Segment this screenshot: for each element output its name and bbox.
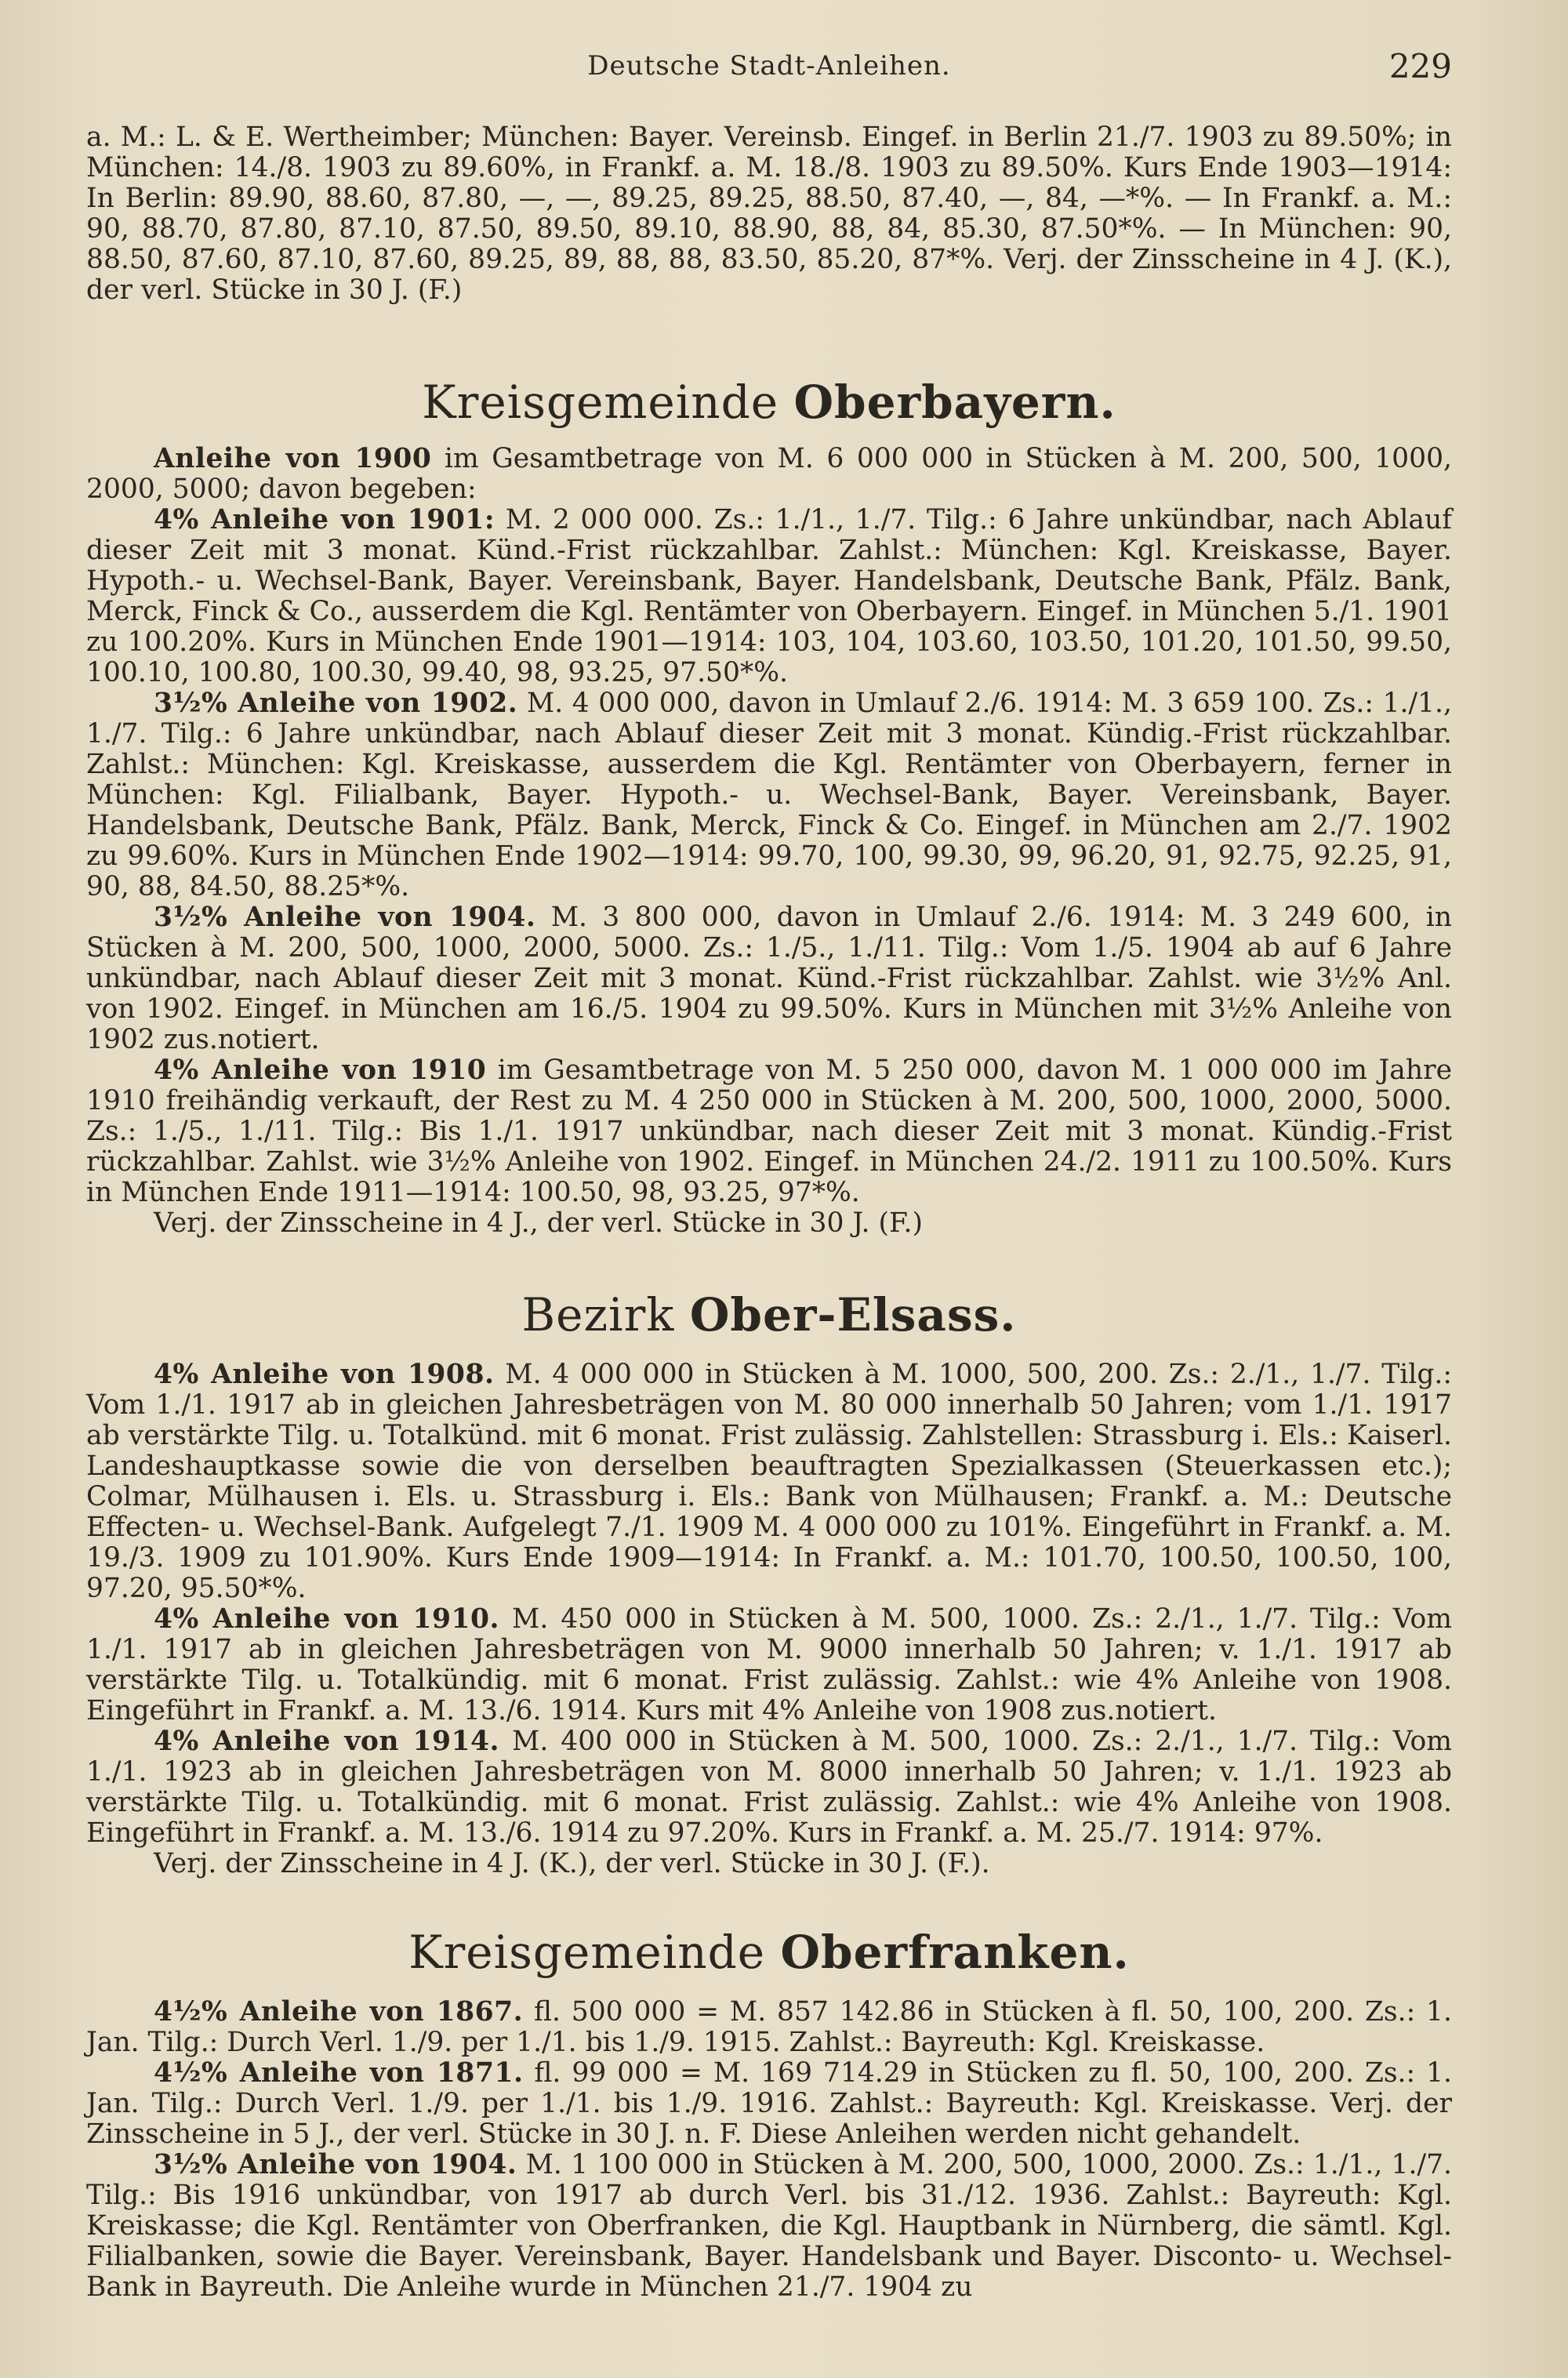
bond-details: M. 450 000 in Stücken à M. 500, 1000. Zs.: 2./1., 1./7. Tilg.: Vom 1./1. 1917 ab in gleichen Jahresbeträgen von M. 9000 innerhalb 50 Jahren; v. 1./1. 1917 ab verstärkte Tilg. u. Totalkündig. mit 6 monat. Frist zulässig. Zahlst.: wie 4% Anleihe von 1908. Eingeführt in Frankf. a. M. 13./6. 1914. Kurs mit 4% Anleihe von 1908 zus.notiert. xyxy=(86,1603,1452,1726)
bond-paragraph xyxy=(86,505,1452,688)
bond-paragraph xyxy=(86,1055,1452,1208)
section-heading-prefix: Bezirk xyxy=(521,1288,675,1341)
bond-paragraph xyxy=(86,444,1452,505)
bond-details: M. 4 000 000 in Stücken à M. 1000, 500, 200. Zs.: 2./1., 1./7. Tilg.: Vom 1./1. 1917 ab in gleichen Jahresbeträgen von M. 80 000 innerhalb 50 Jahren; vom 1./1. 1917 ab verstärkte Tilg. u. Totalkünd. mit 6 monat. Frist zulässig. Zahlstellen: Strassburg i. Els.: Kaiserl. Landeshauptkasse sowie die von derselben beauftragten Spezialkassen (Steuerkassen etc.); Colmar, Mülhausen i. Els. u. Strassburg i. Els.: Bank von Mülhausen; Frankf. a. M.: Deutsche Effecten- u. Wechsel-Bank. Aufgelegt 7./1. 1909 M. 4 000 000 zu 101%. Eingeführt in Frankf. a. M. 19./3. 1909 zu 101.90%. Kurs Ende 1909—1914: In Frankf. a. M.: 101.70, 100.50, 100.50, 100, 97.20, 95.50*%. xyxy=(86,1359,1453,1604)
bond-details: M. 1 100 000 in Stücken à M. 200, 500, 1000, 2000. Zs.: 1./1., 1./7. Tilg.: Bis 1916 unkündbar, von 1917 ab durch Verl. bis 31./12. 1936. Zahlst.: Bayreuth: Kgl. Kreiskasse; die Kgl. Rentämter von Oberfranken, die Kgl. Hauptbank in Nürnberg, die sämtl. Kgl. Filialbanken, sowie die Bayer. Vereinsbank, Bayer. Handelsbank und Bayer. Disconto- u. Wechsel-Bank in Bayreuth. Die Anleihe wurde in München 21./7. 1904 zu xyxy=(86,2149,1452,2303)
bond-details: M. 3 800 000, davon in Umlauf 2./6. 1914: M. 3 249 600, in Stücken à M. 200, 500, 1000, 2000, 5000. Zs.: 1./5., 1./11. Tilg.: Vom 1./5. 1904 ab auf 6 Jahre unkündbar, nach Ablauf dieser Zeit mit 3 monat. Künd.-Frist rückzahlbar. Zahlst. wie 3½% Anl. von 1902. Eingef. in München am 16./5. 1904 zu 99.50%. Kurs in München mit 3½% Anleihe von 1902 zus.notiert. xyxy=(86,902,1453,1055)
bond-paragraph xyxy=(86,1997,1452,2058)
bond-heading: 4% Anleihe von 1910 xyxy=(154,1055,487,1086)
bond-heading: 4% Anleihe von 1901: xyxy=(154,504,495,536)
bond-details: M. 400 000 in Stücken à M. 500, 1000. Zs.: 2./1., 1./7. Tilg.: Vom 1./1. 1923 ab in gleichen Jahresbeträgen von M. 8000 innerhalb 50 Jahren; v. 1./1. 1923 ab verstärkte Tilg. u. Totalkündig. mit 6 monat. Frist zulässig. Zahlst.: wie 4% Anleihe von 1908. Eingeführt in Frankf. a. M. 13./6. 1914 zu 97.20%. Kurs in Frankf. a. M. 25./7. 1914: 97%. xyxy=(86,1726,1452,1849)
bond-paragraph xyxy=(86,688,1452,902)
running-head xyxy=(86,47,1452,91)
continued-paragraph: a. M.: L. & E. Wertheimber; München: Bayer. Vereinsb. Eingef. in Berlin 21./7. 1903 zu 89.50%; in München: 14./8. 1903 zu 89.60%, in Frankf. a. M. 18./8. 1903 zu 89.50%. Kurs Ende 1903—1914: In Berlin: 89.90, 88.60, 87.80, —, —, 89.25, 89.25, 88.50, 87.40, —, 84, —*%. — In Frankf. a. M.: 90, 88.70, 87.80, 87.10, 87.50, 89.50, 89.10, 88.90, 88, 84, 85.30, 87.50*%. — In München: 90, 88.50, 87.60, 87.10, 87.60, 89.25, 89, 88, 88, 83.50, 85.20, 87*%. Verj. der Zinsscheine in 4 J. (K.), der verl. Stücke in 30 J. (F.) xyxy=(86,122,1452,306)
bond-heading: 3½% Anleihe von 1902. xyxy=(154,688,518,719)
page-number: 229 xyxy=(1388,47,1452,85)
section-heading-oberbayern xyxy=(86,375,1452,430)
bond-details: Verj. der Zinsscheine in 4 J., der verl. Stücke in 30 J. (F.) xyxy=(154,1207,923,1239)
section-heading-prefix: Kreisgemeinde xyxy=(408,1926,766,1979)
bond-details: im Gesamtbetrage von M. 6 000 000 in Stücken à M. 200, 500, 1000, 2000, 5000; davon begeben: xyxy=(86,443,1452,505)
bond-details: Verj. der Zinsscheine in 4 J. (K.), der verl. Stücke in 30 J. (F.). xyxy=(154,1848,990,1879)
bond-heading: 4% Anleihe von 1914. xyxy=(154,1726,500,1757)
body-text xyxy=(86,122,1452,2303)
section-heading-oberfranken xyxy=(86,1925,1452,1980)
bond-paragraph xyxy=(86,1360,1452,1604)
bond-paragraph xyxy=(86,1604,1452,1726)
limitation-note xyxy=(86,1849,1452,1879)
bond-heading: 3½% Anleihe von 1904. xyxy=(154,902,536,933)
bond-details: M. 2 000 000. Zs.: 1./1., 1./7. Tilg.: 6 Jahre unkündbar, nach Ablauf dieser Zeit mit 3 monat. Künd.-Frist rückzahlbar. Zahlst.: München: Kgl. Kreiskasse, Bayer. Hypoth.- u. Wechsel-Bank, Bayer. Vereinsbank, Bayer. Handelsbank, Deutsche Bank, Pfälz. Bank, Merck, Finck & Co., ausserdem die Kgl. Rentämter von Oberbayern. Eingef. in München 5./1. 1901 zu 100.20%. Kurs in München Ende 1901—1914: 103, 104, 103.60, 103.50, 101.20, 101.50, 99.50, 100.10, 100.80, 100.30, 99.40, 98, 93.25, 97.50*%. xyxy=(86,504,1452,688)
running-title: Deutsche Stadt-Anleihen. xyxy=(587,50,951,82)
bond-details: fl. 99 000 = M. 169 714.29 in Stücken zu fl. 50, 100, 200. Zs.: 1. Jan. Tilg.: Durch Verl. 1./9. per 1./1. bis 1./9. 1916. Zahlst.: Bayreuth: Kgl. Kreiskasse. Verj. der Zinsscheine in 5 J., der verl. Stücke in 30 J. n. F. Diese Anleihen werden nicht gehandelt. xyxy=(86,2057,1452,2150)
limitation-note xyxy=(86,1208,1452,1239)
section-heading-main: Oberbayern. xyxy=(793,376,1116,429)
section-heading-ober-elsass xyxy=(86,1287,1452,1342)
bond-heading: 3½% Anleihe von 1904. xyxy=(154,2149,517,2180)
bond-heading: 4% Anleihe von 1908. xyxy=(154,1359,495,1390)
bond-paragraph xyxy=(86,2058,1452,2150)
bond-details: M. 4 000 000, davon in Umlauf 2./6. 1914: M. 3 659 100. Zs.: 1./1., 1./7. Tilg.: 6 Jahre unkündbar, nach Ablauf dieser Zeit mit 3 monat. Kündig.-Frist rückzahlbar. Zahlst.: München: Kgl. Kreiskasse, ausserdem die Kgl. Rentämter von Oberbayern, ferner in München: Kgl. Filialbank, Bayer. Hypoth.- u. Wechsel-Bank, Bayer. Vereinsbank, Bayer. Handelsbank, Deutsche Bank, Pfälz. Bank, Merck, Finck & Co. Eingef. in München am 2./7. 1902 zu 99.60%. Kurs in München Ende 1902—1914: 99.70, 100, 99.30, 99, 96.20, 91, 92.75, 92.25, 91, 90, 88, 84.50, 88.25*%. xyxy=(86,688,1452,902)
bond-paragraph xyxy=(86,1726,1452,1849)
section-heading-prefix: Kreisgemeinde xyxy=(422,376,779,429)
section-heading-main: Ober-Elsass. xyxy=(689,1288,1017,1341)
bond-details: im Gesamtbetrage von M. 5 250 000, davon M. 1 000 000 im Jahre 1910 freihändig verkauft, der Rest zu M. 4 250 000 in Stücken à M. 200, 500, 1000, 2000, 5000. Zs.: 1./5., 1./11. Tilg.: Bis 1./1. 1917 unkündbar, nach dieser Zeit mit 3 monat. Kündig.-Frist rückzahlbar. Zahlst. wie 3½% Anleihe von 1902. Eingef. in München 24./2. 1911 zu 100.50%. Kurs in München Ende 1911—1914: 100.50, 98, 93.25, 97*%. xyxy=(86,1055,1453,1208)
section-heading-main: Oberfranken. xyxy=(780,1926,1130,1979)
bond-paragraph xyxy=(86,902,1452,1055)
bond-heading: Anleihe von 1900 xyxy=(154,443,432,474)
bond-paragraph xyxy=(86,2150,1452,2303)
bond-heading: 4% Anleihe von 1910. xyxy=(154,1603,500,1635)
bond-details: fl. 500 000 = M. 857 142.86 in Stücken à fl. 50, 100, 200. Zs.: 1. Jan. Tilg.: Durch Verl. 1./9. per 1./1. bis 1./9. 1915. Zahlst.: Bayreuth: Kgl. Kreiskasse. xyxy=(86,1996,1452,2058)
bond-heading: 4½% Anleihe von 1867. xyxy=(154,1996,524,2028)
bond-heading: 4½% Anleihe von 1871. xyxy=(154,2057,524,2089)
